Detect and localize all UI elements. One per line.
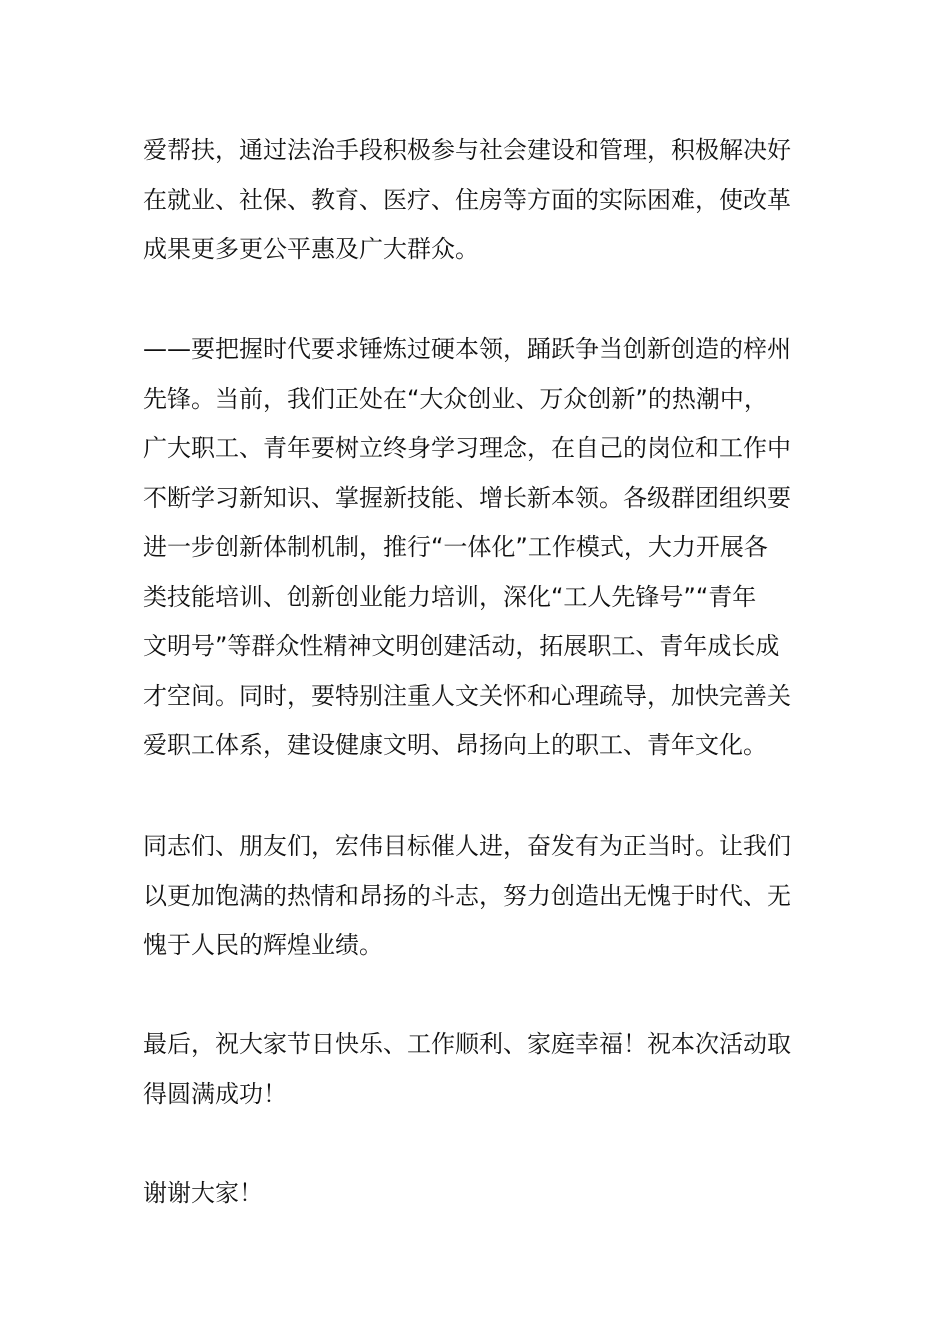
text-line: 先锋。当前，我们正处在“大众创业、万众创新”的热潮中， xyxy=(143,384,768,413)
text-line: 类技能培训、创新创业能力培训，深化“工人先锋号”“青年 xyxy=(143,582,757,611)
text-line: 愧于人民的辉煌业绩。 xyxy=(143,931,383,959)
text-line: 谢谢大家！ xyxy=(143,1179,263,1207)
paragraph-4 xyxy=(143,1020,808,1119)
text-line: 才空间。同时，要特别注重人文关怀和心理疏导，加快完善关 xyxy=(143,681,791,710)
text-line: 以更加饱满的热情和昂扬的斗志，努力创造出无愧于时代、无 xyxy=(143,881,791,910)
paragraph-1 xyxy=(143,126,808,275)
text-line: 爱职工体系，建设健康文明、昂扬向上的职工、青年文化。 xyxy=(143,731,767,759)
text-line: 不断学习新知识、掌握新技能、增长新本领。各级群团组织要 xyxy=(143,483,791,512)
paragraph-2 xyxy=(143,325,808,771)
paragraph-3 xyxy=(143,822,808,971)
text-line: 文明号”等群众性精神文明创建活动，拓展职工、青年成长成 xyxy=(143,632,780,660)
text-line: 最后，祝大家节日快乐、工作顺利、家庭幸福！祝本次活动取 xyxy=(143,1030,791,1058)
text-line: 在就业、社保、教育、医疗、住房等方面的实际困难，使改革 xyxy=(143,185,791,214)
text-line: 得圆满成功！ xyxy=(143,1079,287,1108)
text-line: 爱帮扶，通过法治手段积极参与社会建设和管理，积极解决好 xyxy=(143,136,791,164)
paragraph-5 xyxy=(143,1169,808,1219)
text-line: 广大职工、青年要树立终身学习理念，在自己的岗位和工作中 xyxy=(143,434,791,462)
text-line: 成果更多更公平惠及广大群众。 xyxy=(143,235,479,263)
text-line: 进一步创新体制机制，推行“一体化”工作模式，大力开展各 xyxy=(143,533,768,561)
text-line: 同志们、朋友们，宏伟目标催人进，奋发有为正当时。让我们 xyxy=(143,832,791,860)
text-line: ——要把握时代要求锤炼过硬本领，踊跃争当创新创造的梓州 xyxy=(143,335,791,363)
